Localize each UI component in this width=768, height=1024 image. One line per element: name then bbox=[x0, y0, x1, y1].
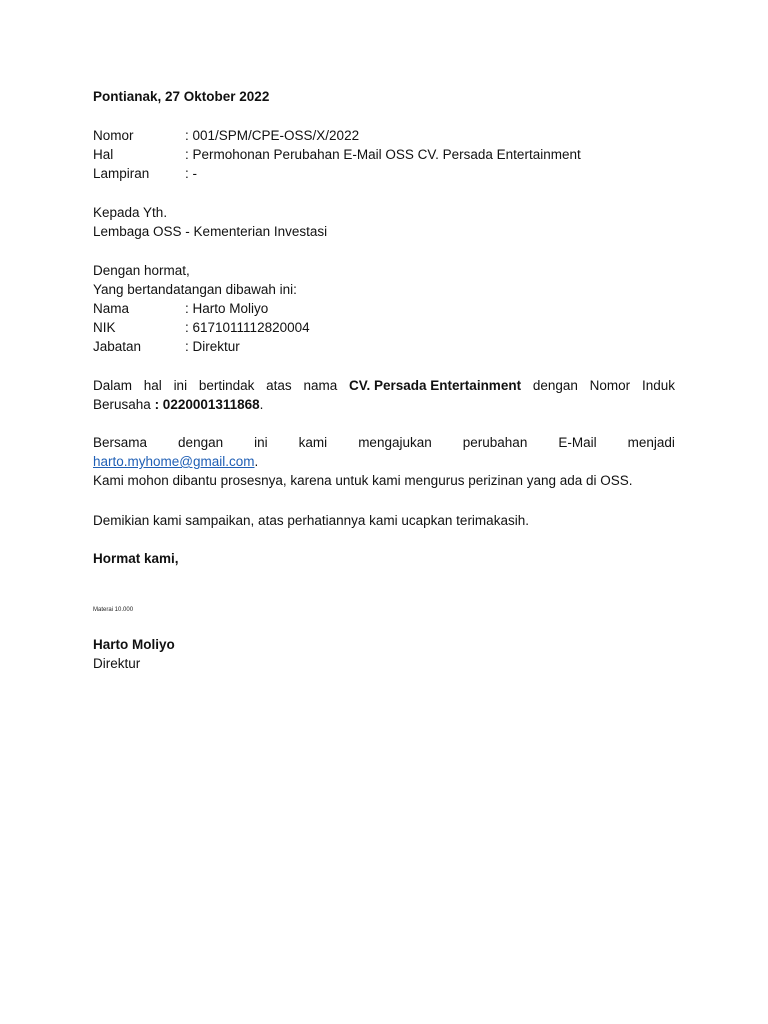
nik-value: : 6171011112820004 bbox=[185, 320, 310, 335]
meta-hal-row bbox=[93, 145, 581, 164]
paragraph-company-line1 bbox=[93, 376, 675, 395]
p1-word: bertindak bbox=[198, 378, 255, 393]
p2-word: ini bbox=[254, 435, 268, 450]
p1-word: atas bbox=[266, 378, 292, 393]
p1-word: Dalam bbox=[93, 378, 133, 393]
p2-word: Bersama bbox=[93, 435, 148, 450]
p1-line2-prefix: Berusaha bbox=[93, 397, 151, 412]
jabatan-label: Jabatan bbox=[93, 339, 142, 354]
paragraph-email-line2 bbox=[93, 452, 675, 471]
nomor-label: Nomor bbox=[93, 128, 134, 143]
stamp-note: Materai 10.000 bbox=[93, 607, 134, 613]
paragraph-company-line2 bbox=[93, 395, 675, 414]
p1-word: dengan bbox=[532, 378, 578, 393]
lampiran-label: Lampiran bbox=[93, 166, 150, 181]
p1-line2-suffix: . bbox=[259, 397, 264, 412]
p1-word: nama bbox=[303, 378, 338, 393]
signer-name: Harto Moliyo bbox=[93, 637, 175, 652]
nik-label: NIK bbox=[93, 320, 116, 335]
nama-label: Nama bbox=[93, 301, 130, 316]
closing: Hormat kami, bbox=[93, 551, 179, 566]
p1-word: Nomor bbox=[589, 378, 631, 393]
p2-word: dengan bbox=[178, 435, 224, 450]
p2-word: menjadi bbox=[627, 435, 675, 450]
signer-nik-row bbox=[93, 318, 310, 337]
nama-value: : Harto Moliyo bbox=[185, 301, 269, 316]
greeting: Dengan hormat, bbox=[93, 263, 190, 278]
paragraph-email-line3: Kami mohon dibantu prosesnya, karena untuk kami mengurus perizinan yang ada di OSS. bbox=[93, 473, 633, 488]
company-name: CV. Persada Entertainment bbox=[349, 378, 522, 393]
p2-word: E-Mail bbox=[558, 435, 597, 450]
email-suffix: . bbox=[254, 454, 259, 469]
hal-value: : Permohonan Perubahan E-Mail OSS CV. Persada Entertainment bbox=[185, 147, 581, 162]
signer-title: Direktur bbox=[93, 656, 141, 671]
paragraph-company bbox=[93, 376, 675, 414]
p1-word: ini bbox=[173, 378, 188, 393]
p2-word: kami bbox=[298, 435, 328, 450]
intro: Yang bertandatangan dibawah ini: bbox=[93, 282, 297, 297]
nib-number: : 0220001311868 bbox=[154, 397, 260, 412]
meta-lampiran-row bbox=[93, 164, 197, 183]
hal-label: Hal bbox=[93, 147, 114, 162]
email-link[interactable]: harto.myhome@gmail.com bbox=[93, 454, 255, 469]
signer-nama-row bbox=[93, 299, 268, 318]
closing-sentence: Demikian kami sampaikan, atas perhatiannya kami ucapkan terimakasih. bbox=[93, 513, 529, 528]
place-date: Pontianak, 27 Oktober 2022 bbox=[93, 89, 270, 104]
lampiran-value: : - bbox=[185, 166, 197, 181]
jabatan-value: : Direktur bbox=[185, 339, 240, 354]
paragraph-email bbox=[93, 433, 675, 490]
p2-word: mengajukan bbox=[358, 435, 432, 450]
meta-nomor-row bbox=[93, 126, 359, 145]
p1-word: Induk bbox=[641, 378, 675, 393]
paragraph-email-line1 bbox=[93, 433, 675, 452]
nomor-value: : 001/SPM/CPE-OSS/X/2022 bbox=[185, 128, 360, 143]
p2-word: perubahan bbox=[462, 435, 528, 450]
recipient-line2: Lembaga OSS - Kementerian Investasi bbox=[93, 224, 328, 239]
signer-jabatan-row bbox=[93, 337, 240, 356]
recipient-line1: Kepada Yth. bbox=[93, 205, 168, 220]
p1-word: hal bbox=[143, 378, 162, 393]
